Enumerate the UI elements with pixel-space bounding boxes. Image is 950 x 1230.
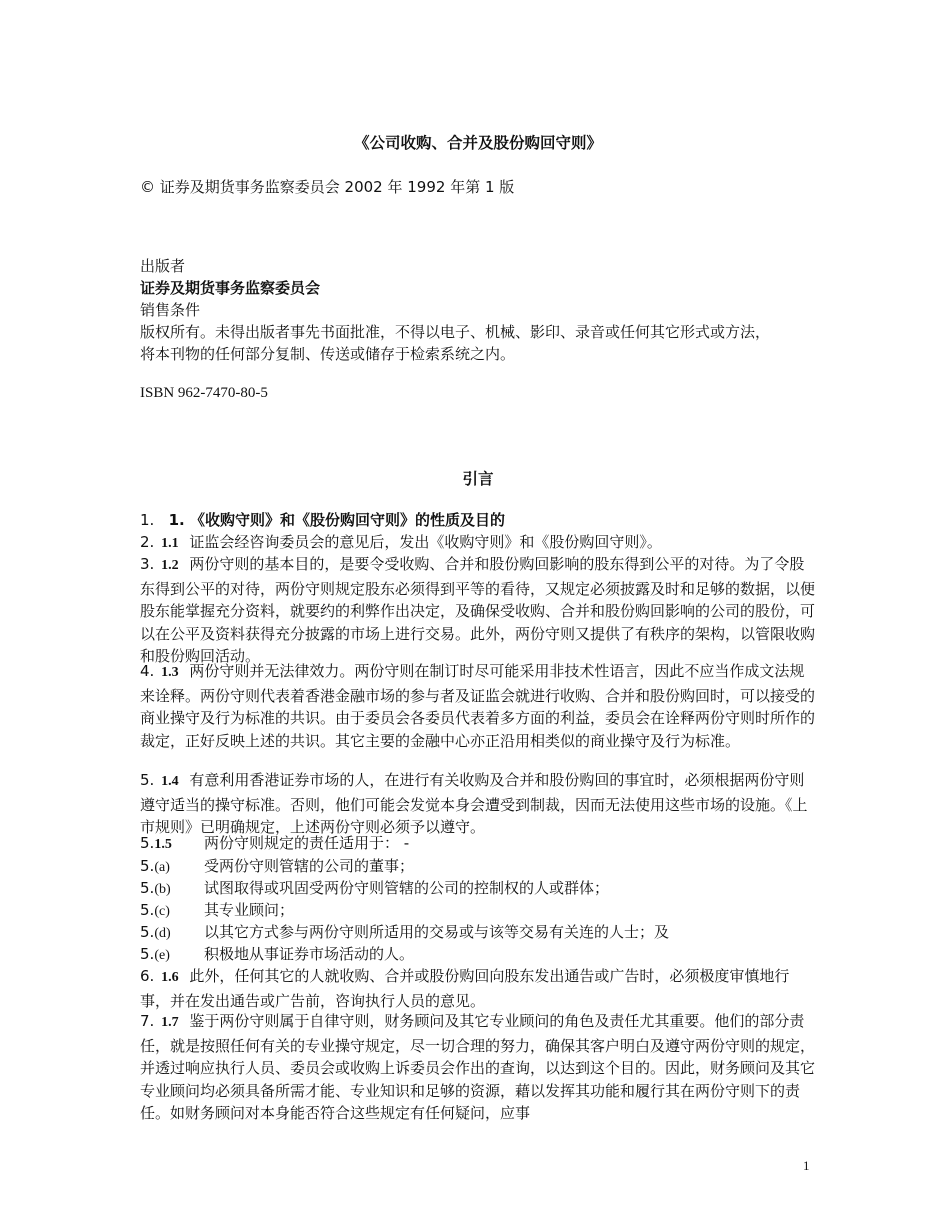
section-number: 1.7 <box>161 1015 179 1030</box>
paragraph-text: 此外，任何其它的人就收购、合并或股份购回向股东发出通告或广告时，必须极度审慎地行事，并在发出通告或广告前，咨询执行人员的意见。 <box>140 967 790 1010</box>
paragraph-1 <box>140 509 816 532</box>
paragraph-number: 5. <box>140 771 155 789</box>
rights-line-1: 版权所有。未得出版者事先书面批准，不得以电子、机械、影印、录音或任何其它形式或方法， <box>140 323 771 341</box>
section-number: 1.4 <box>161 774 179 789</box>
section-heading: 引言 <box>462 470 494 488</box>
section-number: 1.1 <box>161 536 179 551</box>
paragraph-heading: 1. 《收购守则》和《股份购回守则》的性质及目的 <box>168 511 505 529</box>
paragraph-number: 7. <box>140 1012 155 1030</box>
paragraph-text: 两份守则并无法律效力。两份守则在制订时尽可能采用非技术性语言，因此不应当作成文法规来诠释。两份守则代表着香港金融市场的参与者及证监会就进行收购、合并和股份购回时，可以接受的商业操守及行为标准的共识。由于委员会各委员代表着多方面的利益，委员会在诠释两份守则时所作的裁定，正好反映上述的共识。其它主要的金融中心亦正沿用相类似的商业操守及行为标准。 <box>140 662 816 750</box>
paragraph-text: 鉴于两份守则属于自律守则，财务顾问及其它专业顾问的角色及责任尤其重要。他们的部分责任，就是按照任何有关的专业操守规定，尽一切合理的努力，确保其客户明白及遵守两份守则的规定，并透过响应执行人员、委员会或收购上诉委员会作出的查询，以达到这个目的。因此，财务顾问及其它专业顾问均必须具备所需才能、专业知识和足够的资源，藉以发挥其功能和履行其在两份守则下的责任。如财务顾问对本身能否符合这些规定有任何疑问，应事 <box>140 1012 816 1122</box>
list-item: 5.(e) 积极地从事证券市场活动的人。 <box>140 945 415 963</box>
paragraph-4 <box>140 660 816 752</box>
list-item: 5.1.5 两份守则规定的责任适用于： - <box>140 834 410 852</box>
paragraph-6 <box>140 965 816 1012</box>
paragraph-text: 有意利用香港证券市场的人，在进行有关收购及合并和股份购回的事宜时，必须根据两份守则遵守适当的操守标准。否则，他们可能会发觉本身会遭受到制裁，因而无法使用这些市场的设施。《上市规则》已明确规定，上述两份守则必须予以遵守。 <box>140 771 808 836</box>
paragraph-number: 3. <box>140 555 155 573</box>
publisher-name: 证券及期货事务监察委员会 <box>140 279 321 297</box>
paragraph-3 <box>140 553 816 668</box>
section-number: 1.6 <box>161 970 179 985</box>
list-item: 5.(b) 试图取得或巩固受两份守则管辖的公司的控制权的人或群体； <box>140 879 610 897</box>
rights-line-2: 将本刊物的任何部分复制、传送或储存于检索系统之内。 <box>140 345 516 363</box>
list-item: 5.(a) 受两份守则管辖的公司的董事； <box>140 857 415 875</box>
paragraph-number: 2. <box>140 533 155 551</box>
paragraph-5 <box>140 769 816 839</box>
paragraph-number: 6. <box>140 967 155 985</box>
paragraph-number: 4. <box>140 662 155 680</box>
paragraph-text: 两份守则的基本目的，是要令受收购、合并和股份购回影响的股东得到公平的对待。为了令股东得到公平的对待，两份守则规定股东必须得到平等的看待，又规定必须披露及时和足够的数据，以便股东能掌握充分资料，就要约的利弊作出决定，及确保受收购、合并和股份购回影响的公司的股份，可以在公平及资料获得充分披露的市场上进行交易。此外，两份守则又提供了有秩序的架构，以管限收购和股份购回活动。 <box>140 555 816 665</box>
isbn: ISBN 962-7470-80-5 <box>140 385 268 401</box>
section-number: 1.2 <box>161 558 179 573</box>
paragraph-number: 1. <box>140 511 155 529</box>
paragraph-2 <box>140 531 816 556</box>
sale-conditions-label: 销售条件 <box>140 301 201 319</box>
page-number: 1 <box>803 1158 810 1173</box>
document-title: 《公司收购、合并及股份购回守则》 <box>353 134 602 152</box>
copyright-line: © 证券及期货事务监察委员会 2002 年 1992 年第 1 版 <box>140 178 515 196</box>
section-number: 1.3 <box>161 665 179 680</box>
paragraph-7 <box>140 1010 816 1125</box>
list-item: 5.(d) 以其它方式参与两份守则所适用的交易或与该等交易有关连的人士；及 <box>140 923 670 941</box>
list-item: 5.(c) 其专业顾问； <box>140 901 295 919</box>
paragraph-text: 证监会经咨询委员会的意见后，发出《收购守则》和《股份购回守则》。 <box>189 533 662 551</box>
publisher-label: 出版者 <box>140 257 186 275</box>
